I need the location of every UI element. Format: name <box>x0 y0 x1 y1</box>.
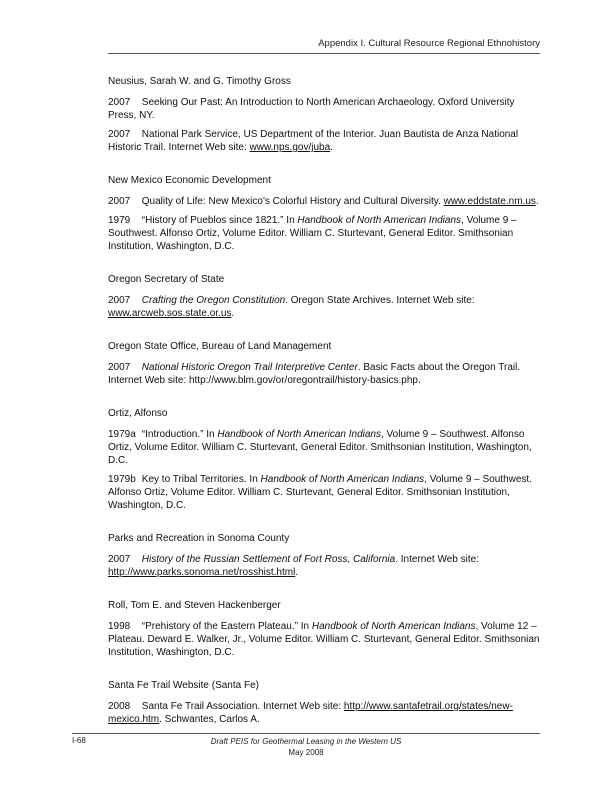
references-list <box>108 75 540 746</box>
reference-year: 2007 <box>108 97 131 108</box>
reference-author: Roll, Tom E. and Steven Hackenberger <box>108 600 281 611</box>
reference-text: . <box>535 196 539 207</box>
page-number: I-68 <box>72 736 86 745</box>
reference-entry <box>108 407 540 512</box>
reference-entry <box>108 273 540 320</box>
reference-year: 1979a <box>108 429 136 440</box>
reference-title-italic: Handbook of North American Indians <box>311 621 476 632</box>
reference-item <box>108 620 540 659</box>
reference-text: National Park Service, US Department of the Interior. Juan Bautista de Anza National Historic Trail. Internet Web site: <box>108 129 519 153</box>
reference-title-italic: Handbook of North American Indians <box>297 215 462 226</box>
reference-text: Quality of Life: New Mexico's Colorful History and Cultural Diversity. <box>141 196 444 207</box>
reference-item <box>108 96 540 122</box>
reference-item <box>108 195 540 208</box>
header-rule <box>108 53 540 54</box>
reference-year: 2007 <box>108 295 131 306</box>
reference-link[interactable]: www.eddstate.nm.us <box>443 196 536 207</box>
reference-link[interactable]: http://www.santafetrail.org/states/new-mexico.htm <box>108 701 513 725</box>
reference-title-italic: National Historic Oregon Trail Interpretive Center <box>141 362 358 373</box>
reference-item <box>108 294 540 320</box>
reference-text: , Volume 9 – Southwest. Alfonso Ortiz, Volume Editor. William C. Sturtevant, General Editor. Smithsonian Institution, Washington, D.C. <box>108 215 517 252</box>
reference-text: Key to Tribal Territories. In <box>141 474 261 485</box>
reference-author: New Mexico Economic Development <box>108 175 271 186</box>
reference-title-italic: Crafting the Oregon Constitution <box>141 295 286 306</box>
reference-text: . <box>330 142 333 153</box>
reference-text: “Introduction.” In <box>141 429 218 440</box>
reference-item <box>108 428 540 467</box>
reference-author: Santa Fe Trail Website (Santa Fe) <box>108 680 259 691</box>
reference-text: , Volume 9 – Southwest. Alfonso Ortiz, Volume Editor. William C. Sturtevant, General Editor. Smithsonian Institution, Washington, D.C. <box>108 474 532 511</box>
reference-entry <box>108 75 540 154</box>
running-header: Appendix I. Cultural Resource Regional Ethnohistory <box>318 38 540 49</box>
reference-entry <box>108 340 540 387</box>
footer-date: May 2008 <box>288 748 324 757</box>
reference-title-italic: History of the Russian Settlement of Fort Ross, California <box>141 554 396 565</box>
reference-author: Oregon State Office, Bureau of Land Management <box>108 341 332 352</box>
reference-item <box>108 700 540 726</box>
reference-text: . Basic Facts about the Oregon Trail. Internet Web site: http://www.blm.gov/or/oregontrail/history-basics.php. <box>108 362 521 386</box>
reference-entry <box>108 679 540 726</box>
reference-link[interactable]: http://www.parks.sonoma.net/rosshist.html <box>108 567 296 578</box>
reference-year: 2007 <box>108 196 131 207</box>
reference-author: Parks and Recreation in Sonoma County <box>108 533 290 544</box>
reference-text: “Prehistory of the Eastern Plateau.” In <box>141 621 312 632</box>
reference-text: . <box>231 308 235 319</box>
reference-text: . Oregon State Archives. Internet Web site: <box>285 295 475 306</box>
reference-text: . Internet Web site: <box>395 554 479 565</box>
reference-author: Neusius, Sarah W. and G. Timothy Gross <box>108 76 291 87</box>
reference-author: Oregon Secretary of State <box>108 274 225 285</box>
reference-text: , Volume 12 – Plateau. Deward E. Walker, Jr., Volume Editor. William C. Sturtevant, General Editor. Smithsonian Institution, Washington, D.C. <box>108 621 540 658</box>
reference-link[interactable]: www.arcweb.sos.state.or.us <box>108 308 232 319</box>
reference-text: “History of Pueblos since 1821.” In <box>141 215 298 226</box>
reference-year: 2008 <box>108 701 131 712</box>
reference-entry <box>108 174 540 253</box>
reference-entry <box>108 532 540 579</box>
reference-year: 2007 <box>108 554 131 565</box>
reference-text: Seeking Our Past: An Introduction to North American Archaeology. Oxford University Press, NY. <box>108 97 515 121</box>
reference-item <box>108 361 540 387</box>
reference-text: . <box>295 567 299 578</box>
reference-author: Ortiz, Alfonso <box>108 408 168 419</box>
reference-text: . Schwantes, Carlos A. <box>159 714 260 725</box>
reference-title-italic: Handbook of North American Indians <box>217 429 381 440</box>
reference-year: 1979 <box>108 215 131 226</box>
reference-year: 2007 <box>108 362 131 373</box>
footer <box>72 736 540 758</box>
reference-entry <box>108 599 540 659</box>
reference-title-italic: Handbook of North American Indians <box>260 474 425 485</box>
reference-text: Santa Fe Trail Association. Internet Web site: <box>141 701 344 712</box>
reference-item <box>108 553 540 579</box>
footer-rule <box>72 733 540 734</box>
reference-item <box>108 473 540 512</box>
reference-item <box>108 214 540 253</box>
reference-year: 1979b <box>108 474 136 485</box>
reference-text: , Volume 9 – Southwest. Alfonso Ortiz, Volume Editor. William C. Sturtevant, General Editor. Smithsonian Institution, Washington, D.C. <box>108 429 532 466</box>
reference-year: 2007 <box>108 129 131 140</box>
reference-link[interactable]: www.nps.gov/juba <box>249 142 331 153</box>
reference-item <box>108 128 540 154</box>
reference-year: 1998 <box>108 621 131 632</box>
footer-title: Draft PEIS for Geothermal Leasing in the Western US <box>210 737 402 746</box>
